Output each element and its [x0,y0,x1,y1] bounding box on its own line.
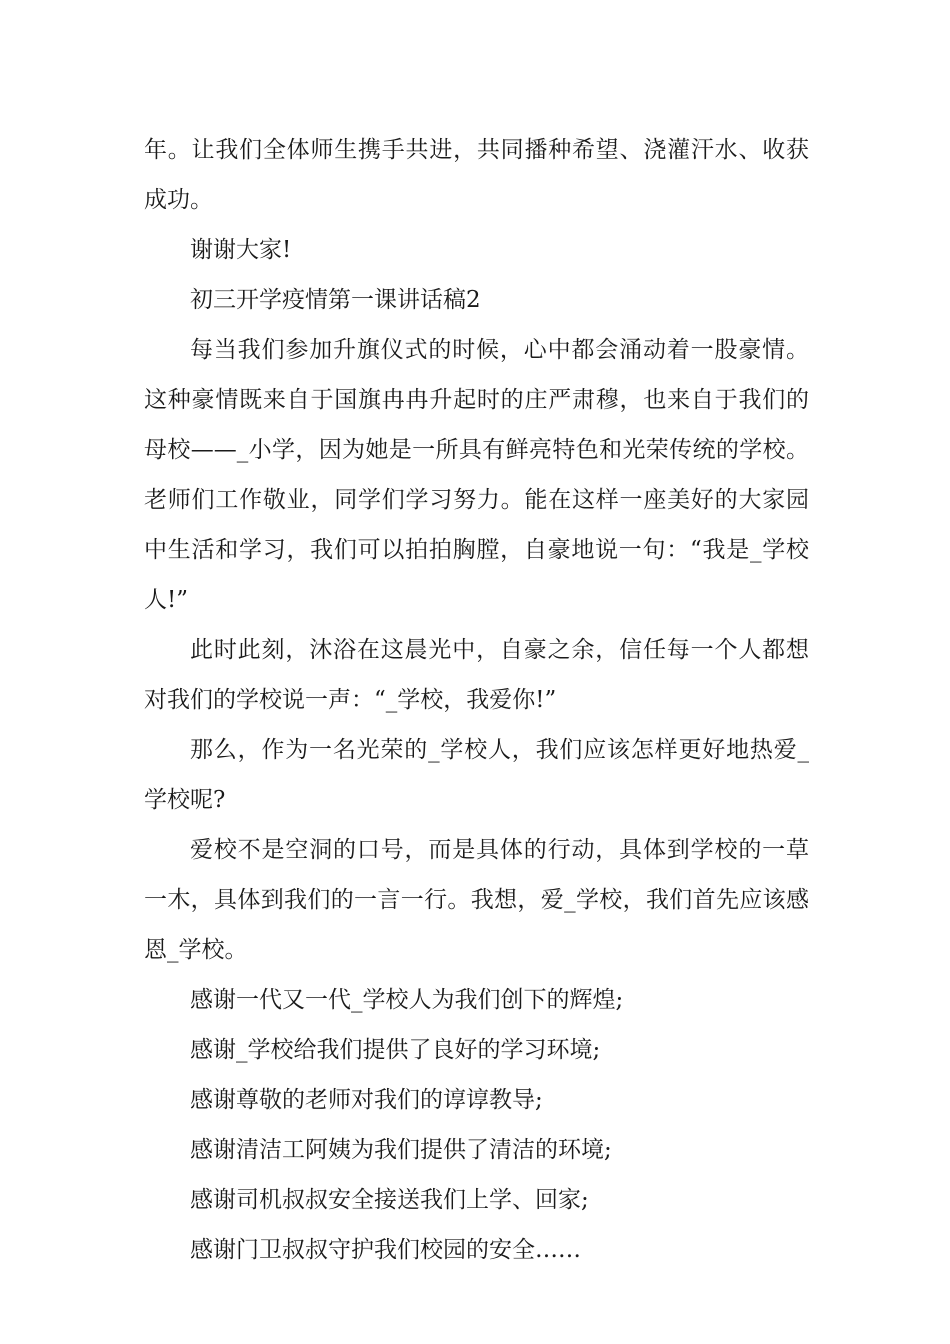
paragraph-love-school: 爱校不是空洞的口号，而是具体的行动，具体到学校的一草一木，具体到我们的一言一行。我想，爱_学校，我们首先应该感恩_学校。 [144,837,809,963]
thanks-item: 感谢司机叔叔安全接送我们上学、回家; [190,1187,589,1213]
thanks-item: 感谢一代又一代_学校人为我们创下的辉煌; [190,987,624,1013]
section-title: 初三开学疫情第一课讲话稿2 [190,287,481,313]
document-body [144,125,809,1275]
paragraph-this-moment: 此时此刻，沐浴在这晨光中，自豪之余，信任每一个人都想对我们的学校说一声：“_学校，我爱你!” [144,637,809,713]
paragraph-continuation: 年。让我们全体师生携手共进，共同播种希望、浇灌汗水、收获成功。 [144,137,809,213]
thanks-item: 感谢门卫叔叔守护我们校园的安全…… [190,1237,581,1263]
thanks-item: 感谢清洁工阿姨为我们提供了清洁的环境; [190,1137,612,1163]
thanks-item: 感谢尊敬的老师对我们的谆谆教导; [190,1087,543,1113]
paragraph-question: 那么，作为一名光荣的_学校人，我们应该怎样更好地热爱_学校呢? [144,737,809,813]
paragraph-thanks: 谢谢大家! [190,237,292,263]
thanks-item: 感谢_学校给我们提供了良好的学习环境; [190,1037,601,1063]
paragraph-flag-ceremony: 每当我们参加升旗仪式的时候，心中都会涌动着一股豪情。这种豪情既来自于国旗冉冉升起时的庄严肃穆，也来自于我们的母校——_小学，因为她是一所具有鲜亮特色和光荣传统的学校。老师们工作敬业，同学们学习努力。能在这样一座美好的大家园中生活和学习，我们可以拍拍胸膛，自豪地说一句：“我是_学校人!” [144,337,809,613]
